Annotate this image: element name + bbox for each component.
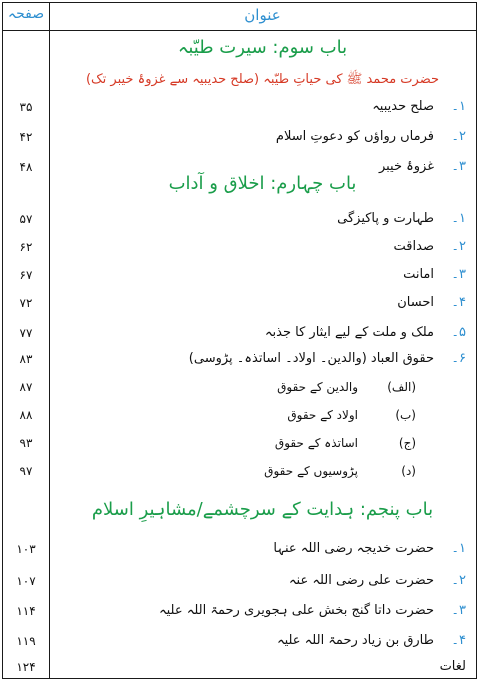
page-number: ۱۰۳ [16,542,36,556]
subitem-title: والدین کے حقوق [277,380,358,394]
page-number: ۴۸ [19,160,33,174]
toc-row[interactable] [3,631,476,651]
page-number: ۶۷ [19,268,33,282]
item-title: حضرت خدیجہ رضی اللہ عنہا [273,541,434,556]
page-number: ۸۳ [19,352,33,366]
toc-row-glossary[interactable] [3,657,476,677]
toc-row[interactable] [3,571,476,591]
item-index: ۵۔ [451,325,466,340]
page-number: ۹۷ [19,464,33,478]
toc-frame [2,2,477,679]
glossary-title: لغات [439,659,466,674]
toc-row[interactable] [3,539,476,559]
item-title: امانت [403,267,434,282]
item-index: ۴۔ [451,633,466,648]
page-number: ۱۲۴ [16,660,36,674]
toc-row[interactable] [3,127,476,147]
subitem-letter: (ب) [395,408,416,422]
item-index: ۱۔ [451,541,466,556]
item-title: حضرت علی رضی اللہ عنہ [288,573,434,588]
header-title: عنوان [244,6,281,24]
item-index: ۱۔ [451,211,466,226]
item-title: احسان [397,295,434,310]
toc-row[interactable] [3,97,476,117]
item-title: غزوۂ خیبر [378,159,434,174]
item-title: حضرت داتا گنج بخش علی ہجویری رحمۃ اللہ علیہ [159,603,434,618]
subitem-title: اساتذہ کے حقوق [274,436,358,450]
subitem-title: اولاد کے حقوق [287,408,358,422]
page-number: ۸۷ [19,380,33,394]
toc-subrow[interactable] [3,377,476,397]
item-index: ۲۔ [451,239,466,254]
subitem-letter: (د) [401,464,416,478]
item-title: صلح حدیبیہ [372,99,434,114]
toc-subrow[interactable] [3,433,476,453]
toc-row[interactable] [3,601,476,621]
item-index: ۲۔ [451,129,466,144]
chapter-3-title: باب سوم: سیرت طیّبہ [177,37,348,58]
page-number: ۶۲ [19,240,33,254]
item-index: ۲۔ [451,573,466,588]
page-number: ۱۱۴ [16,604,36,618]
toc-row[interactable] [3,237,476,257]
item-title: طارق بن زیاد رحمۃ اللہ علیہ [276,633,434,648]
chapter-4-title: باب چہارم: اخلاق و آداب [168,173,357,194]
page-number: ۹۳ [19,436,33,450]
item-title: ملک و ملت کے لیے ایثار کا جذبہ [264,325,434,340]
page-number: ۱۱۹ [16,634,36,648]
page-number: ۱۰۷ [16,574,36,588]
page-number: ۵۷ [19,212,33,226]
toc-row[interactable] [3,265,476,285]
page-number: ۷۷ [19,326,33,340]
item-title: حقوق العباد (والدین۔ اولاد۔ اساتذہ۔ پڑوسی) [188,351,434,366]
item-title: فرماں رواؤں کو دعوتِ اسلام [275,129,434,144]
toc-subrow[interactable] [3,461,476,481]
toc-row[interactable] [3,209,476,229]
item-title: صداقت [393,239,434,254]
chapter-5-title: باب پنجم: ہدایت کے سرچشمے/مشاہیرِ اسلام [91,499,434,520]
page-number: ۷۲ [19,296,33,310]
item-index: ۴۔ [451,295,466,310]
subitem-title: پڑوسیوں کے حقوق [264,464,358,478]
item-title: طہارت و پاکیزگی [337,211,434,226]
toc-subrow[interactable] [3,405,476,425]
toc-row[interactable] [3,323,476,343]
page-number: ۸۸ [19,408,33,422]
chapter-3-subtitle: حضرت محمد ﷺ کی حیاتِ طیّبہ (صلح حدیبیہ سے غزوۂ خیبر تک) [85,72,440,87]
subitem-letter: (ج) [398,436,416,450]
subitem-letter: (الف) [387,380,416,394]
page-number: ۴۲ [19,130,33,144]
page-number: ۳۵ [19,100,33,114]
item-index: ۶۔ [451,351,466,366]
toc-row[interactable] [3,349,476,369]
item-index: ۳۔ [451,159,466,174]
item-index: ۱۔ [451,99,466,114]
item-index: ۳۔ [451,267,466,282]
toc-row[interactable] [3,293,476,313]
header-page-label: صفحہ [7,6,45,22]
item-index: ۳۔ [451,603,466,618]
toc-header [3,3,476,31]
